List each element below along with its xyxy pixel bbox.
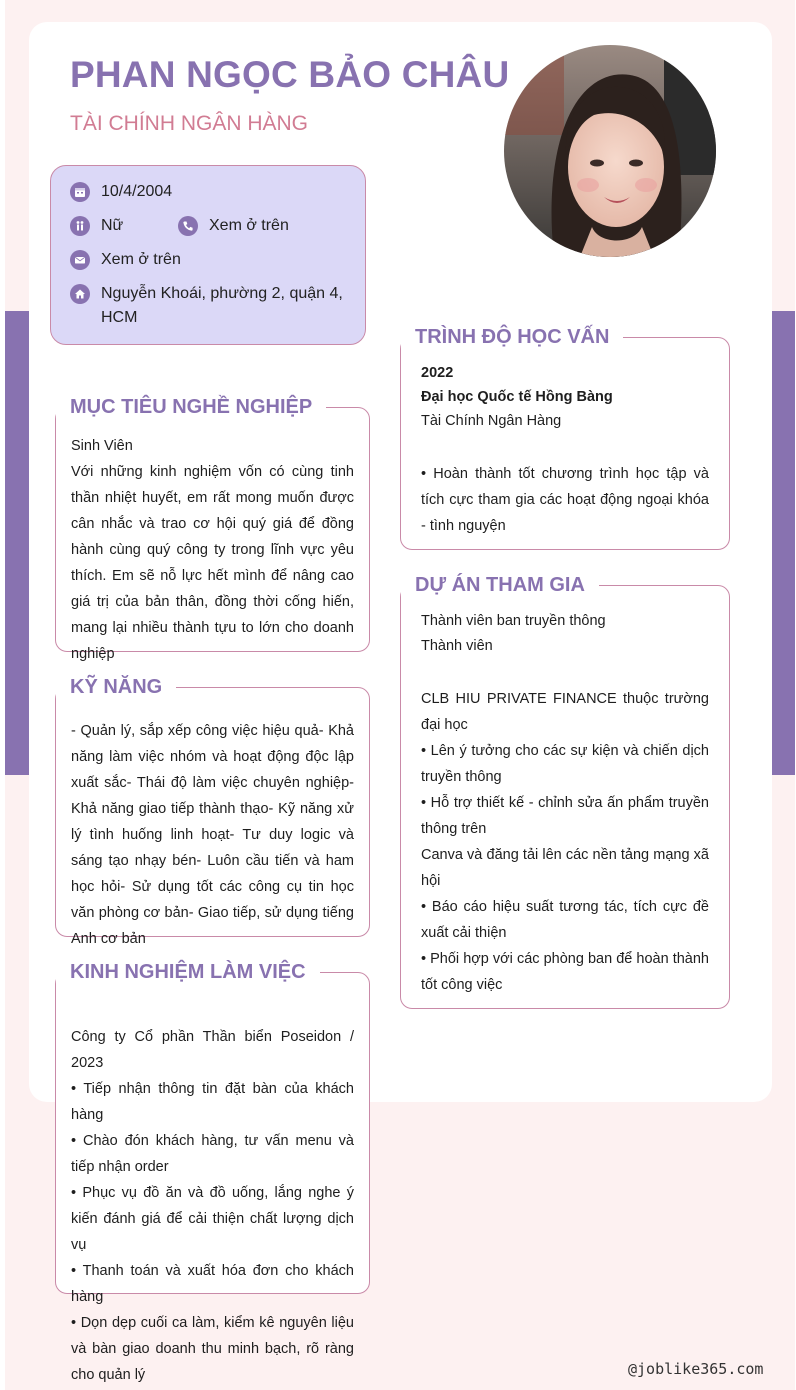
home-icon	[70, 284, 90, 304]
watermark-text: @joblike365.com	[628, 1360, 764, 1378]
contact-phone	[178, 214, 289, 238]
avatar	[504, 45, 716, 257]
projects-line: • Báo cáo hiệu suất tương tác, tích cực đề xuất cải thiện	[421, 899, 709, 941]
contact-gender	[70, 214, 123, 238]
experience-line: • Phục vụ đồ ăn và đồ uống, lắng nghe ý kiến đánh giá để cải thiện chất lượng dịch vụ	[71, 1185, 354, 1253]
experience-line: • Chào đón khách hàng, tư vấn menu và tiếp nhận order	[71, 1133, 354, 1175]
experience-line: Công ty Cổ phần Thần biển Poseidon / 2023	[71, 1029, 354, 1071]
projects-line: Thành viên ban truyền thông	[421, 613, 606, 629]
phone-icon	[178, 216, 198, 236]
contact-email	[70, 248, 181, 272]
experience-body	[71, 1024, 354, 1388]
objective-heading: MỤC TIÊU NGHỀ NGHIỆP	[56, 395, 326, 419]
gender-text: Nữ	[101, 217, 124, 234]
projects-heading: DỰ ÁN THAM GIA	[401, 573, 599, 597]
projects-body-top	[421, 609, 709, 659]
education-note-block	[421, 461, 709, 539]
objective-line: Sinh Viên	[71, 438, 133, 454]
gender-icon	[70, 216, 90, 236]
education-note: • Hoàn thành tốt chương trình học tập và tích cực tham gia các hoạt động ngoại khóa - tình nguyện	[421, 466, 709, 534]
experience-line: • Tiếp nhận thông tin đặt bàn của khách hàng	[71, 1081, 354, 1123]
projects-line: • Lên ý tưởng cho các sự kiện và chiến dịch truyền thông	[421, 743, 709, 785]
projects-body-bottom	[421, 686, 709, 998]
education-year: 2022	[421, 365, 454, 381]
candidate-name: PHAN NGỌC BẢO CHÂU	[70, 54, 510, 95]
skills-text: - Quản lý, sắp xếp công việc hiệu quả- Khả năng làm việc nhóm và hoạt động độc lập xuất sắc- Thái độ làm việc chuyên nghiệp- Khả năng giao tiếp thành thạo- Kỹ năng xử lý tình huống linh hoạt- Tư duy logic và sáng tạo nhạy bén- Luôn cầu tiến và ham học hỏi- Sử dụng tốt các công cụ tin học văn phòng cơ bản- Giao tiếp, sử dụng tiếng Anh cơ bản	[71, 723, 354, 947]
projects-line: CLB HIU PRIVATE FINANCE thuộc trường đại học	[421, 691, 709, 733]
mail-icon	[70, 250, 90, 270]
objective-body	[71, 433, 354, 667]
skills-body	[71, 718, 354, 952]
education-major: Tài Chính Ngân Hàng	[421, 413, 562, 429]
calendar-icon	[70, 182, 90, 202]
education-school: Đại học Quốc tế Hồng Bàng	[421, 389, 613, 405]
left-accent-stripe	[5, 311, 29, 775]
contact-address	[70, 282, 350, 330]
experience-line: • Thanh toán và xuất hóa đơn cho khách hàng	[71, 1263, 354, 1305]
projects-line: Thành viên	[421, 638, 493, 654]
address-text: Nguyễn Khoái, phường 2, quận 4, HCM	[101, 285, 343, 326]
skills-heading: KỸ NĂNG	[56, 675, 176, 699]
education-body	[421, 361, 709, 433]
right-accent-stripe	[772, 311, 795, 775]
projects-line: Canva và đăng tải lên các nền tảng mạng xã hội	[421, 847, 709, 889]
objective-line: Với những kinh nghiệm vốn có cùng tinh thần nhiệt huyết, em rất mong muốn được cân nhắc và trao cơ hội quý giá để đồng hành cùng quý công ty trong lĩnh vực yêu thích. Em sẽ nỗ lực hết mình để nâng cao giá trị của bản thân, đồng thời cống hiến, mang lại nhiều thành tựu to lớn cho doanh nghiệp	[71, 464, 354, 662]
candidate-title: TÀI CHÍNH NGÂN HÀNG	[70, 112, 309, 135]
experience-heading: KINH NGHIỆM LÀM VIỆC	[56, 960, 320, 984]
projects-line: • Hỗ trợ thiết kế - chỉnh sửa ấn phẩm truyền thông trên	[421, 795, 709, 837]
birthday-text: 10/4/2004	[101, 183, 173, 200]
experience-line: • Dọn dẹp cuối ca làm, kiểm kê nguyên liệu và bàn giao doanh thu minh bạch, rõ ràng cho quản lý	[71, 1315, 354, 1383]
contact-birthday	[70, 180, 172, 204]
email-text: Xem ở trên	[101, 251, 181, 268]
phone-text: Xem ở trên	[209, 217, 289, 234]
education-heading: TRÌNH ĐỘ HỌC VẤN	[401, 325, 623, 349]
projects-line: • Phối hợp với các phòng ban để hoàn thành tốt công việc	[421, 951, 709, 993]
